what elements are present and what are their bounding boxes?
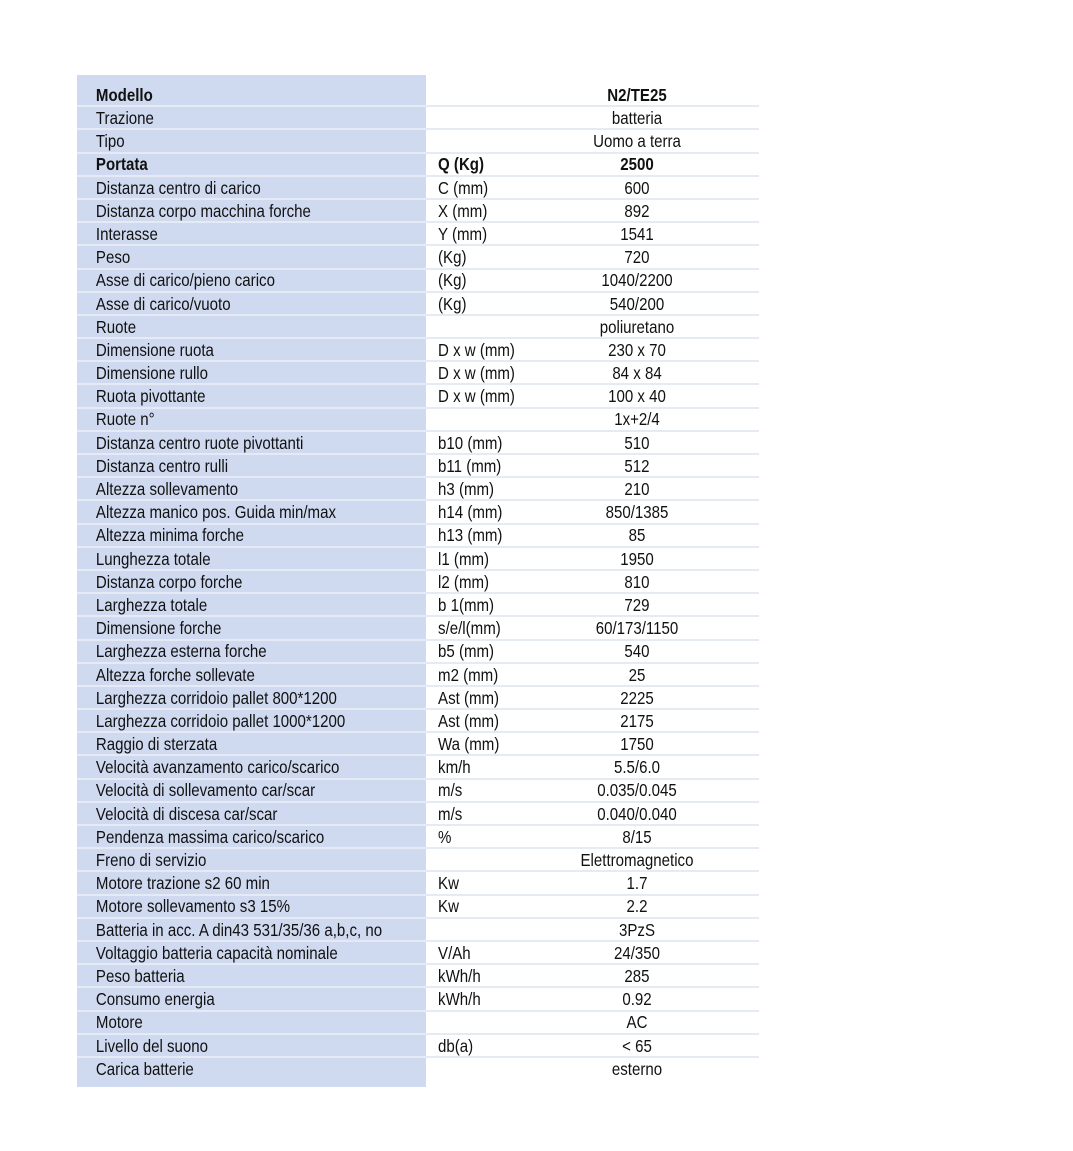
table-row <box>77 826 759 849</box>
row-value: 1950 <box>620 548 654 569</box>
row-label: Dimensione ruota <box>95 339 214 360</box>
row-unit: D x w (mm) <box>438 386 515 407</box>
table-row <box>77 872 759 895</box>
row-unit: h3 (mm) <box>438 479 495 500</box>
row-label: Dimensione forche <box>95 618 222 639</box>
table-row <box>77 803 759 826</box>
row-value: 512 <box>624 455 650 476</box>
row-value: 510 <box>624 432 650 453</box>
row-unit: V/Ah <box>438 942 471 963</box>
row-unit: m/s <box>438 803 463 824</box>
row-value: 3PzS <box>619 919 655 940</box>
row-value: 2500 <box>620 154 654 175</box>
row-label: Ruote <box>95 316 137 337</box>
row-label: Ruota pivottante <box>95 386 206 407</box>
row-label: Peso batteria <box>95 965 185 986</box>
row-unit: (Kg) <box>438 293 467 314</box>
table-row <box>77 617 759 640</box>
row-value: 1040/2200 <box>601 270 673 291</box>
row-label: Modello <box>95 84 153 105</box>
row-label: Asse di carico/pieno carico <box>95 270 275 291</box>
row-value: 285 <box>624 965 650 986</box>
row-label: Velocità avanzamento carico/scarico <box>95 757 340 778</box>
row-label: Velocità di sollevamento car/scar <box>95 780 316 801</box>
table-row <box>77 107 759 130</box>
row-unit: kWh/h <box>438 965 481 986</box>
table-row <box>77 409 759 432</box>
table-row <box>77 177 759 200</box>
row-label: Peso <box>95 247 131 268</box>
row-label: Larghezza totale <box>95 594 208 615</box>
row-label: Freno di servizio <box>95 850 207 871</box>
table-row <box>77 664 759 687</box>
row-value: 8/15 <box>622 826 652 847</box>
row-unit: l1 (mm) <box>438 548 490 569</box>
row-value: 0.040/0.040 <box>597 803 677 824</box>
row-unit: db(a) <box>438 1035 474 1056</box>
row-label: Tipo <box>95 131 125 152</box>
row-unit: Ast (mm) <box>438 687 500 708</box>
row-unit: % <box>438 826 452 847</box>
row-label: Livello del suono <box>95 1035 209 1056</box>
table-row <box>77 316 759 339</box>
row-value: 0.92 <box>622 989 652 1010</box>
row-unit: b11 (mm) <box>438 455 502 476</box>
row-value: 5.5/6.0 <box>613 757 661 778</box>
row-unit: m2 (mm) <box>438 664 499 685</box>
row-unit: (Kg) <box>438 270 467 291</box>
table-row <box>77 432 759 455</box>
table-row <box>77 594 759 617</box>
row-label: Motore <box>95 1012 143 1033</box>
row-unit: D x w (mm) <box>438 363 515 384</box>
table-row <box>77 130 759 153</box>
row-label: Asse di carico/vuoto <box>95 293 231 314</box>
row-unit: Kw <box>438 873 459 894</box>
row-value: 729 <box>624 594 650 615</box>
row-label: Altezza sollevamento <box>95 479 239 500</box>
row-unit: kWh/h <box>438 989 481 1010</box>
table-row <box>77 942 759 965</box>
row-value: 2.2 <box>626 896 648 917</box>
row-label: Voltaggio batteria capacità nominale <box>95 942 338 963</box>
row-label: Distanza centro rulli <box>95 455 229 476</box>
table-row <box>77 919 759 942</box>
row-label: Altezza manico pos. Guida min/max <box>95 502 336 523</box>
row-label: Larghezza corridoio pallet 1000*1200 <box>95 710 346 731</box>
table-row <box>77 988 759 1011</box>
row-value: 892 <box>624 200 650 221</box>
row-unit: D x w (mm) <box>438 339 515 360</box>
table-row <box>77 200 759 223</box>
row-label: Trazione <box>95 108 154 129</box>
table-row <box>77 571 759 594</box>
row-value: 540/200 <box>609 293 665 314</box>
row-unit: Wa (mm) <box>438 734 500 755</box>
row-value: 2175 <box>620 710 654 731</box>
row-label: Raggio di sterzata <box>95 734 218 755</box>
row-value: 1.7 <box>626 873 648 894</box>
row-unit: m/s <box>438 780 463 801</box>
table-row <box>77 965 759 988</box>
row-label: Distanza corpo forche <box>95 571 243 592</box>
row-label: Distanza centro ruote pivottanti <box>95 432 304 453</box>
table-row <box>77 84 759 107</box>
row-label: Interasse <box>95 223 158 244</box>
row-unit: Y (mm) <box>438 223 488 244</box>
row-value: 84 x 84 <box>612 363 662 384</box>
row-label: Batteria in acc. A din43 531/35/36 a,b,c, no <box>95 919 383 940</box>
row-label: Carica batterie <box>95 1058 194 1079</box>
row-unit: C (mm) <box>438 177 489 198</box>
row-value: 810 <box>624 571 650 592</box>
table-row <box>77 756 759 779</box>
row-value: 1750 <box>620 734 654 755</box>
row-unit: h13 (mm) <box>438 525 503 546</box>
row-unit: Kw <box>438 896 459 917</box>
table-row <box>77 710 759 733</box>
table-row <box>77 478 759 501</box>
row-unit: Q (Kg) <box>438 154 485 175</box>
table-row <box>77 687 759 710</box>
row-unit: h14 (mm) <box>438 502 503 523</box>
row-label: Motore sollevamento s3 15% <box>95 896 290 917</box>
row-unit: s/e/l(mm) <box>438 618 501 639</box>
table-row <box>77 780 759 803</box>
table-row <box>77 339 759 362</box>
table-row <box>77 385 759 408</box>
row-value: 2225 <box>620 687 654 708</box>
row-unit: Ast (mm) <box>438 710 500 731</box>
table-row <box>77 1012 759 1035</box>
row-unit: (Kg) <box>438 247 467 268</box>
row-value: AC <box>626 1012 648 1033</box>
row-value: 0.035/0.045 <box>597 780 677 801</box>
row-value: 1541 <box>620 223 654 244</box>
table-row <box>77 270 759 293</box>
row-label: Larghezza esterna forche <box>95 641 267 662</box>
row-value: esterno <box>611 1058 663 1079</box>
table-row <box>77 548 759 571</box>
row-value: 85 <box>628 525 646 546</box>
row-value: poliuretano <box>599 316 675 337</box>
row-value: 1x+2/4 <box>614 409 660 430</box>
table-row <box>77 362 759 385</box>
row-label: Distanza centro di carico <box>95 177 261 198</box>
table-row <box>77 223 759 246</box>
table-row <box>77 455 759 478</box>
row-unit: X (mm) <box>438 200 488 221</box>
table-row <box>77 293 759 316</box>
table-row <box>77 246 759 269</box>
row-label: Consumo energia <box>95 989 215 1010</box>
row-label: Velocità di discesa car/scar <box>95 803 278 824</box>
row-unit: b5 (mm) <box>438 641 495 662</box>
table-row <box>77 641 759 664</box>
row-label: Altezza minima forche <box>95 525 244 546</box>
row-value: 210 <box>624 479 650 500</box>
table-row <box>77 1058 759 1081</box>
row-value: 540 <box>624 641 650 662</box>
row-value: 720 <box>624 247 650 268</box>
row-label: Portata <box>95 154 148 175</box>
row-label: Ruote n° <box>95 409 155 430</box>
row-label: Pendenza massima carico/scarico <box>95 826 325 847</box>
row-label: Motore trazione s2 60 min <box>95 873 270 894</box>
table-row <box>77 501 759 524</box>
row-label: Larghezza corridoio pallet 800*1200 <box>95 687 337 708</box>
spec-rows <box>77 84 759 1081</box>
row-value: 24/350 <box>613 942 661 963</box>
row-label: Altezza forche sollevate <box>95 664 255 685</box>
table-row <box>77 896 759 919</box>
row-value: Elettromagnetico <box>580 850 694 871</box>
row-value: 60/173/1150 <box>595 618 679 639</box>
table-row <box>77 525 759 548</box>
row-value: Uomo a terra <box>593 131 681 152</box>
table-row <box>77 849 759 872</box>
row-value: 100 x 40 <box>608 386 666 407</box>
row-value: batteria <box>611 108 663 129</box>
row-unit: b10 (mm) <box>438 432 503 453</box>
row-unit: b 1(mm) <box>438 594 495 615</box>
row-value: N2/TE25 <box>607 84 667 105</box>
row-value: 230 x 70 <box>608 339 666 360</box>
row-label: Distanza corpo macchina forche <box>95 200 311 221</box>
row-value: 850/1385 <box>605 502 669 523</box>
table-row <box>77 154 759 177</box>
row-label: Lunghezza totale <box>95 548 211 569</box>
row-unit: km/h <box>438 757 471 778</box>
row-unit: l2 (mm) <box>438 571 490 592</box>
table-row <box>77 1035 759 1058</box>
row-value: 25 <box>628 664 646 685</box>
row-value: 600 <box>624 177 650 198</box>
row-value: < 65 <box>622 1035 652 1056</box>
row-label: Dimensione rullo <box>95 363 209 384</box>
table-row <box>77 733 759 756</box>
